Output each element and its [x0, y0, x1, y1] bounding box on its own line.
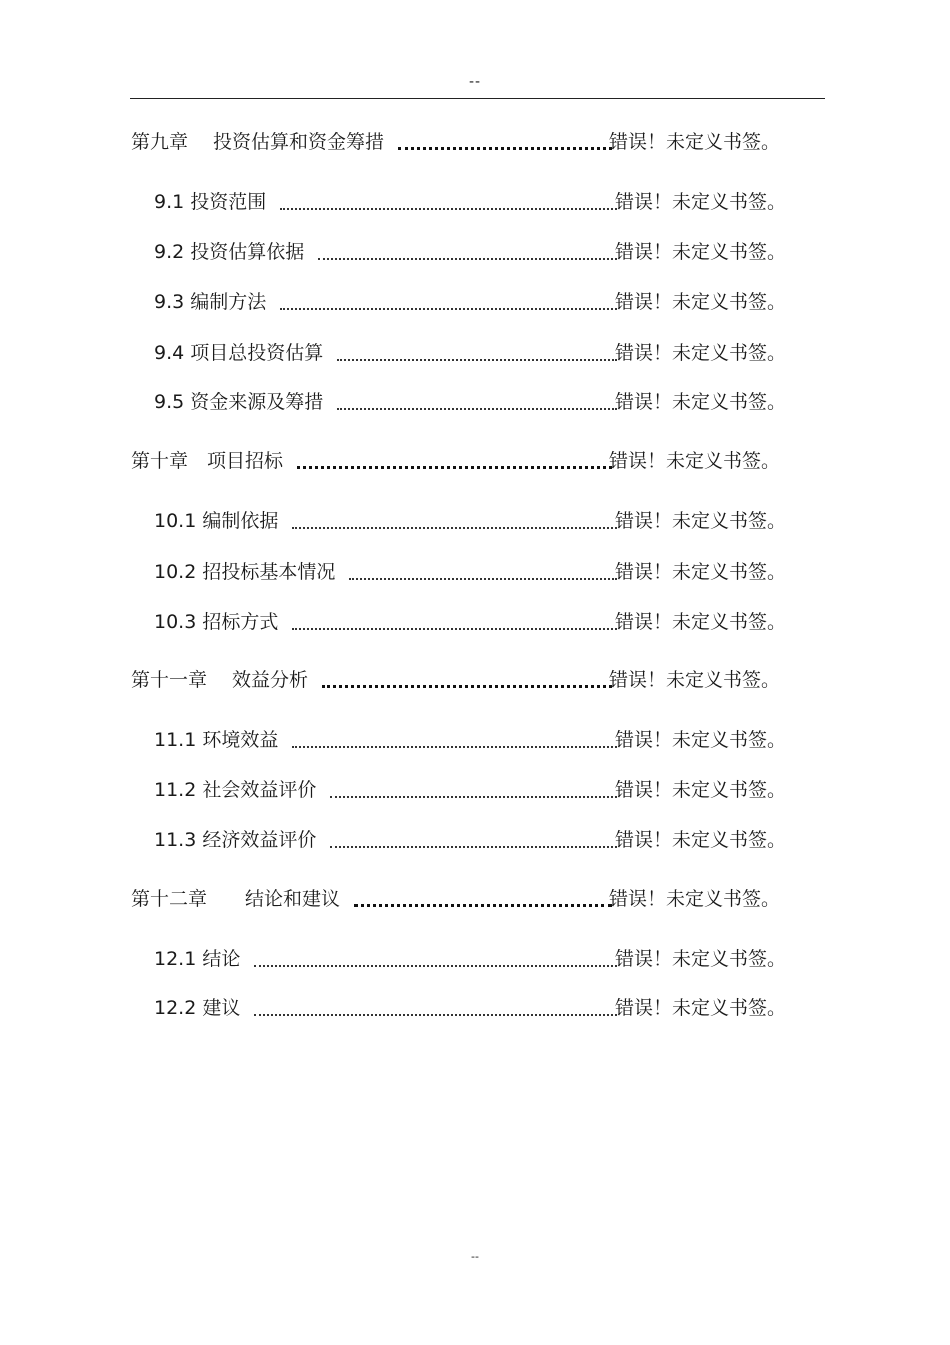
toc-entry-title: 9.2 投资估算依据: [154, 241, 305, 263]
toc-section-entry[interactable]: [0, 506, 950, 536]
toc-entry-page-ref: 错误！未定义书签。: [615, 342, 787, 364]
toc-entry-page-ref: 错误！未定义书签。: [615, 191, 787, 213]
toc-entry-page-ref: 错误！未定义书签。: [609, 669, 781, 691]
toc-chapter-entry[interactable]: [0, 127, 950, 157]
toc-dot-leader: [330, 834, 617, 848]
toc-entry-title: 9.4 项目总投资估算: [154, 342, 324, 364]
toc-dot-leader: [292, 734, 617, 748]
toc-section-entry[interactable]: [0, 287, 950, 317]
toc-section-entry[interactable]: [0, 944, 950, 974]
toc-section-entry[interactable]: [0, 825, 950, 855]
toc-section-entry[interactable]: [0, 237, 950, 267]
toc-entry-title: 9.5 资金来源及筹措: [154, 391, 324, 413]
toc-dot-leader: [337, 396, 617, 410]
toc-entry-page-ref: 错误！未定义书签。: [609, 450, 781, 472]
toc-dot-leader: [254, 1002, 617, 1016]
toc-entry-page-ref: 错误！未定义书签。: [615, 561, 787, 583]
toc-dot-leader: [280, 296, 617, 310]
toc-dot-leader: [292, 515, 617, 529]
toc-entry-title: 10.2 招投标基本情况: [154, 561, 336, 583]
toc-entry-title: 11.1 环境效益: [154, 729, 279, 751]
toc-entry-page-ref: 错误！未定义书签。: [615, 611, 787, 633]
toc-dot-leader: [292, 616, 617, 630]
toc-section-entry[interactable]: [0, 775, 950, 805]
toc-dot-leader: [354, 893, 612, 907]
toc-entry-title: 11.3 经济效益评价: [154, 829, 317, 851]
toc-section-entry[interactable]: [0, 338, 950, 368]
toc-entry-title: 第十章 项目招标: [131, 450, 284, 472]
toc-section-entry[interactable]: [0, 187, 950, 217]
toc-dot-leader: [398, 136, 612, 150]
toc-entry-title: 9.3 编制方法: [154, 291, 267, 313]
toc-section-entry[interactable]: [0, 607, 950, 637]
toc-section-entry[interactable]: [0, 557, 950, 587]
toc-dot-leader: [254, 953, 617, 967]
toc-entry-title: 第九章 投资估算和资金筹措: [131, 131, 385, 153]
toc-dot-leader: [318, 246, 617, 260]
toc-entry-title: 第十二章 结论和建议: [131, 888, 341, 910]
toc-entry-title: 9.1 投资范围: [154, 191, 267, 213]
toc-entry-title: 12.2 建议: [154, 997, 241, 1019]
toc-entry-page-ref: 错误！未定义书签。: [615, 729, 787, 751]
toc-entry-page-ref: 错误！未定义书签。: [615, 948, 787, 970]
toc-section-entry[interactable]: [0, 387, 950, 417]
toc-entry-page-ref: 错误！未定义书签。: [609, 131, 781, 153]
toc-dot-leader: [280, 196, 617, 210]
page-header-mark: --: [468, 74, 482, 90]
header-divider: [130, 98, 825, 99]
toc-entry-page-ref: 错误！未定义书签。: [615, 829, 787, 851]
page-footer-mark: --: [471, 1250, 479, 1263]
toc-dot-leader: [337, 347, 617, 361]
toc-entry-title: 12.1 结论: [154, 948, 241, 970]
toc-chapter-entry[interactable]: [0, 884, 950, 914]
toc-dot-leader: [330, 784, 617, 798]
toc-entry-page-ref: 错误！未定义书签。: [615, 510, 787, 532]
toc-entry-title: 10.3 招标方式: [154, 611, 279, 633]
toc-entry-page-ref: 错误！未定义书签。: [615, 291, 787, 313]
toc-entry-page-ref: 错误！未定义书签。: [615, 779, 787, 801]
toc-entry-page-ref: 错误！未定义书签。: [615, 391, 787, 413]
toc-section-entry[interactable]: [0, 993, 950, 1023]
toc-entry-title: 第十一章 效益分析: [131, 669, 309, 691]
toc-entry-title: 10.1 编制依据: [154, 510, 279, 532]
toc-entry-page-ref: 错误！未定义书签。: [615, 997, 787, 1019]
toc-dot-leader: [349, 566, 617, 580]
toc-entry-title: 11.2 社会效益评价: [154, 779, 317, 801]
toc-chapter-entry[interactable]: [0, 446, 950, 476]
toc-entry-page-ref: 错误！未定义书签。: [609, 888, 781, 910]
toc-chapter-entry[interactable]: [0, 665, 950, 695]
toc-dot-leader: [297, 455, 612, 469]
toc-dot-leader: [322, 674, 612, 688]
toc-section-entry[interactable]: [0, 725, 950, 755]
toc-entry-page-ref: 错误！未定义书签。: [615, 241, 787, 263]
